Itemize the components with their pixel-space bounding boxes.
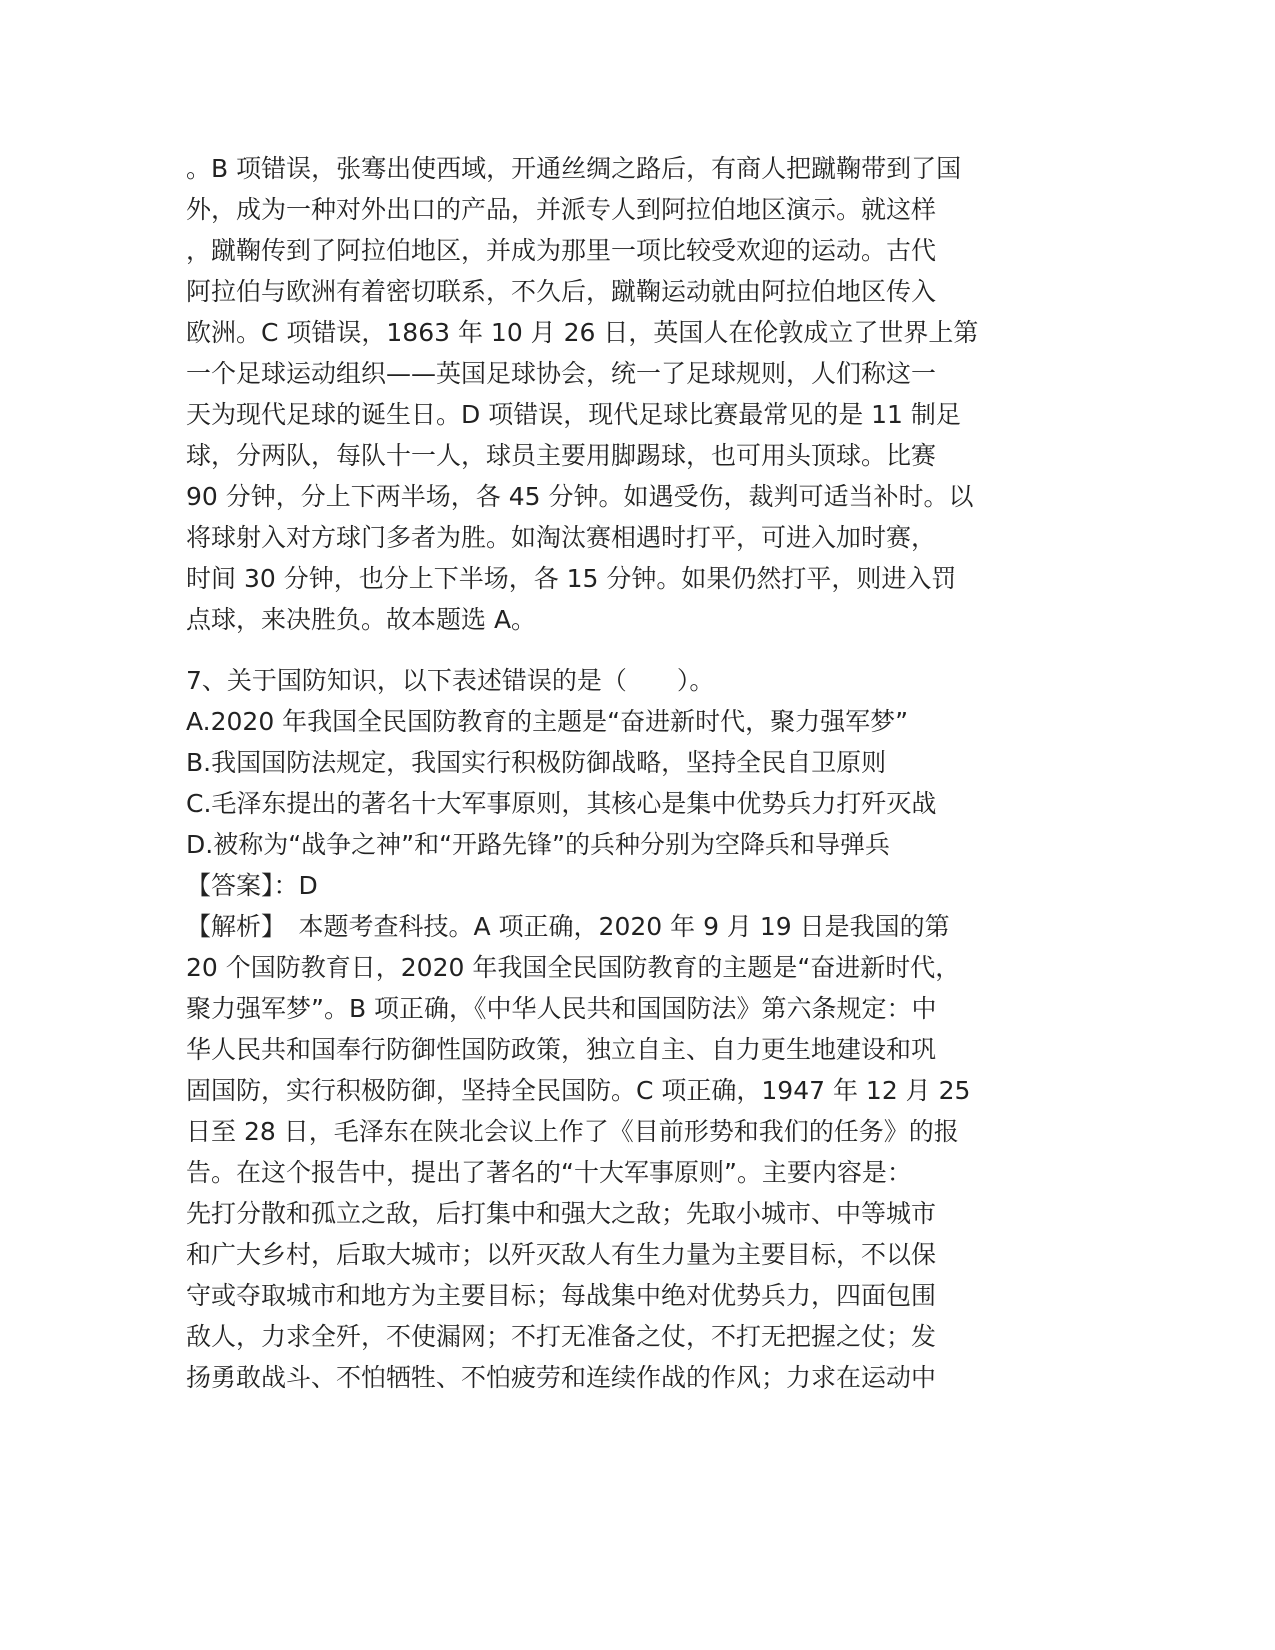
text-line: 将球射入对方球门多者为胜。如淘汰赛相遇时打平，可进入加时赛， <box>186 523 937 552</box>
option-a: A.2020 年我国全民国防教育的主题是“奋进新时代，聚力强军梦” <box>186 707 909 736</box>
text-line: ，蹴鞠传到了阿拉伯地区，并成为那里一项比较受欢迎的运动。古代 <box>186 236 937 265</box>
paragraph-gap <box>186 640 1086 660</box>
text-line: 先打分散和孤立之敌，后打集中和强大之敌；先取小城市、中等城市 <box>186 1199 937 1228</box>
text-line: 阿拉伯与欧洲有着密切联系，不久后，蹴鞠运动就由阿拉伯地区传入 <box>186 277 937 306</box>
text-line: 日至 28 日，毛泽东在陕北会议上作了《目前形势和我们的任务》的报 <box>186 1117 959 1146</box>
text-line: 天为现代足球的诞生日。D 项错误，现代足球比赛最常见的是 11 制足 <box>186 400 961 429</box>
text-line: 。B 项错误，张骞出使西域，开通丝绸之路后，有商人把蹴鞠带到了国 <box>186 154 962 183</box>
text-line: 守或夺取城市和地方为主要目标；每战集中绝对优势兵力，四面包围 <box>186 1281 937 1310</box>
option-c: C.毛泽东提出的著名十大军事原则，其核心是集中优势兵力打歼灭战 <box>186 789 937 818</box>
text-line: 聚力强军梦”。B 项正确，《中华人民共和国国防法》第六条规定：中 <box>186 994 937 1023</box>
text-line: 90 分钟，分上下两半场，各 45 分钟。如遇受伤，裁判可适当补时。以 <box>186 482 974 511</box>
text-line: 点球，来决胜负。故本题选 A。 <box>186 605 537 634</box>
text-line: 华人民共和国奉行防御性国防政策，独立自主、自力更生地建设和巩 <box>186 1035 937 1064</box>
text-line: 固国防，实行积极防御，坚持全民国防。C 项正确，1947 年 12 月 25 <box>186 1076 971 1105</box>
page-content <box>186 148 1086 1398</box>
option-d: D.被称为“战争之神”和“开路先锋”的兵种分别为空降兵和导弹兵 <box>186 830 891 859</box>
text-line: 【解析】 本题考查科技。A 项正确，2020 年 9 月 19 日是我国的第 <box>186 912 950 941</box>
analysis-paragraph <box>186 906 1086 1398</box>
text-line: 扬勇敢战斗、不怕牺牲、不怕疲劳和连续作战的作风；力求在运动中 <box>186 1363 937 1392</box>
option-b: B.我国国防法规定，我国实行积极防御战略，坚持全民自卫原则 <box>186 748 887 777</box>
text-line: 告。在这个报告中，提出了著名的“十大军事原则”。主要内容是： <box>186 1158 912 1187</box>
text-line: 外，成为一种对外出口的产品，并派专人到阿拉伯地区演示。就这样 <box>186 195 937 224</box>
question-block <box>186 660 1086 906</box>
text-line: 球，分两队，每队十一人，球员主要用脚踢球，也可用头顶球。比赛 <box>186 441 937 470</box>
text-line: 和广大乡村，后取大城市；以歼灭敌人有生力量为主要目标，不以保 <box>186 1240 937 1269</box>
text-line: 敌人，力求全歼，不使漏网；不打无准备之仗，不打无把握之仗；发 <box>186 1322 937 1351</box>
text-line: 欧洲。C 项错误，1863 年 10 月 26 日，英国人在伦敦成立了世界上第 <box>186 318 979 347</box>
explanation-paragraph <box>186 148 1086 640</box>
text-line: 一个足球运动组织——英国足球协会，统一了足球规则，人们称这一 <box>186 359 937 388</box>
question-stem: 7、关于国防知识，以下表述错误的是（ ）。 <box>186 666 715 695</box>
text-line: 20 个国防教育日，2020 年我国全民国防教育的主题是“奋进新时代， <box>186 953 961 982</box>
answer-line: 【答案】：D <box>186 871 318 900</box>
text-line: 时间 30 分钟，也分上下半场，各 15 分钟。如果仍然打平，则进入罚 <box>186 564 957 593</box>
